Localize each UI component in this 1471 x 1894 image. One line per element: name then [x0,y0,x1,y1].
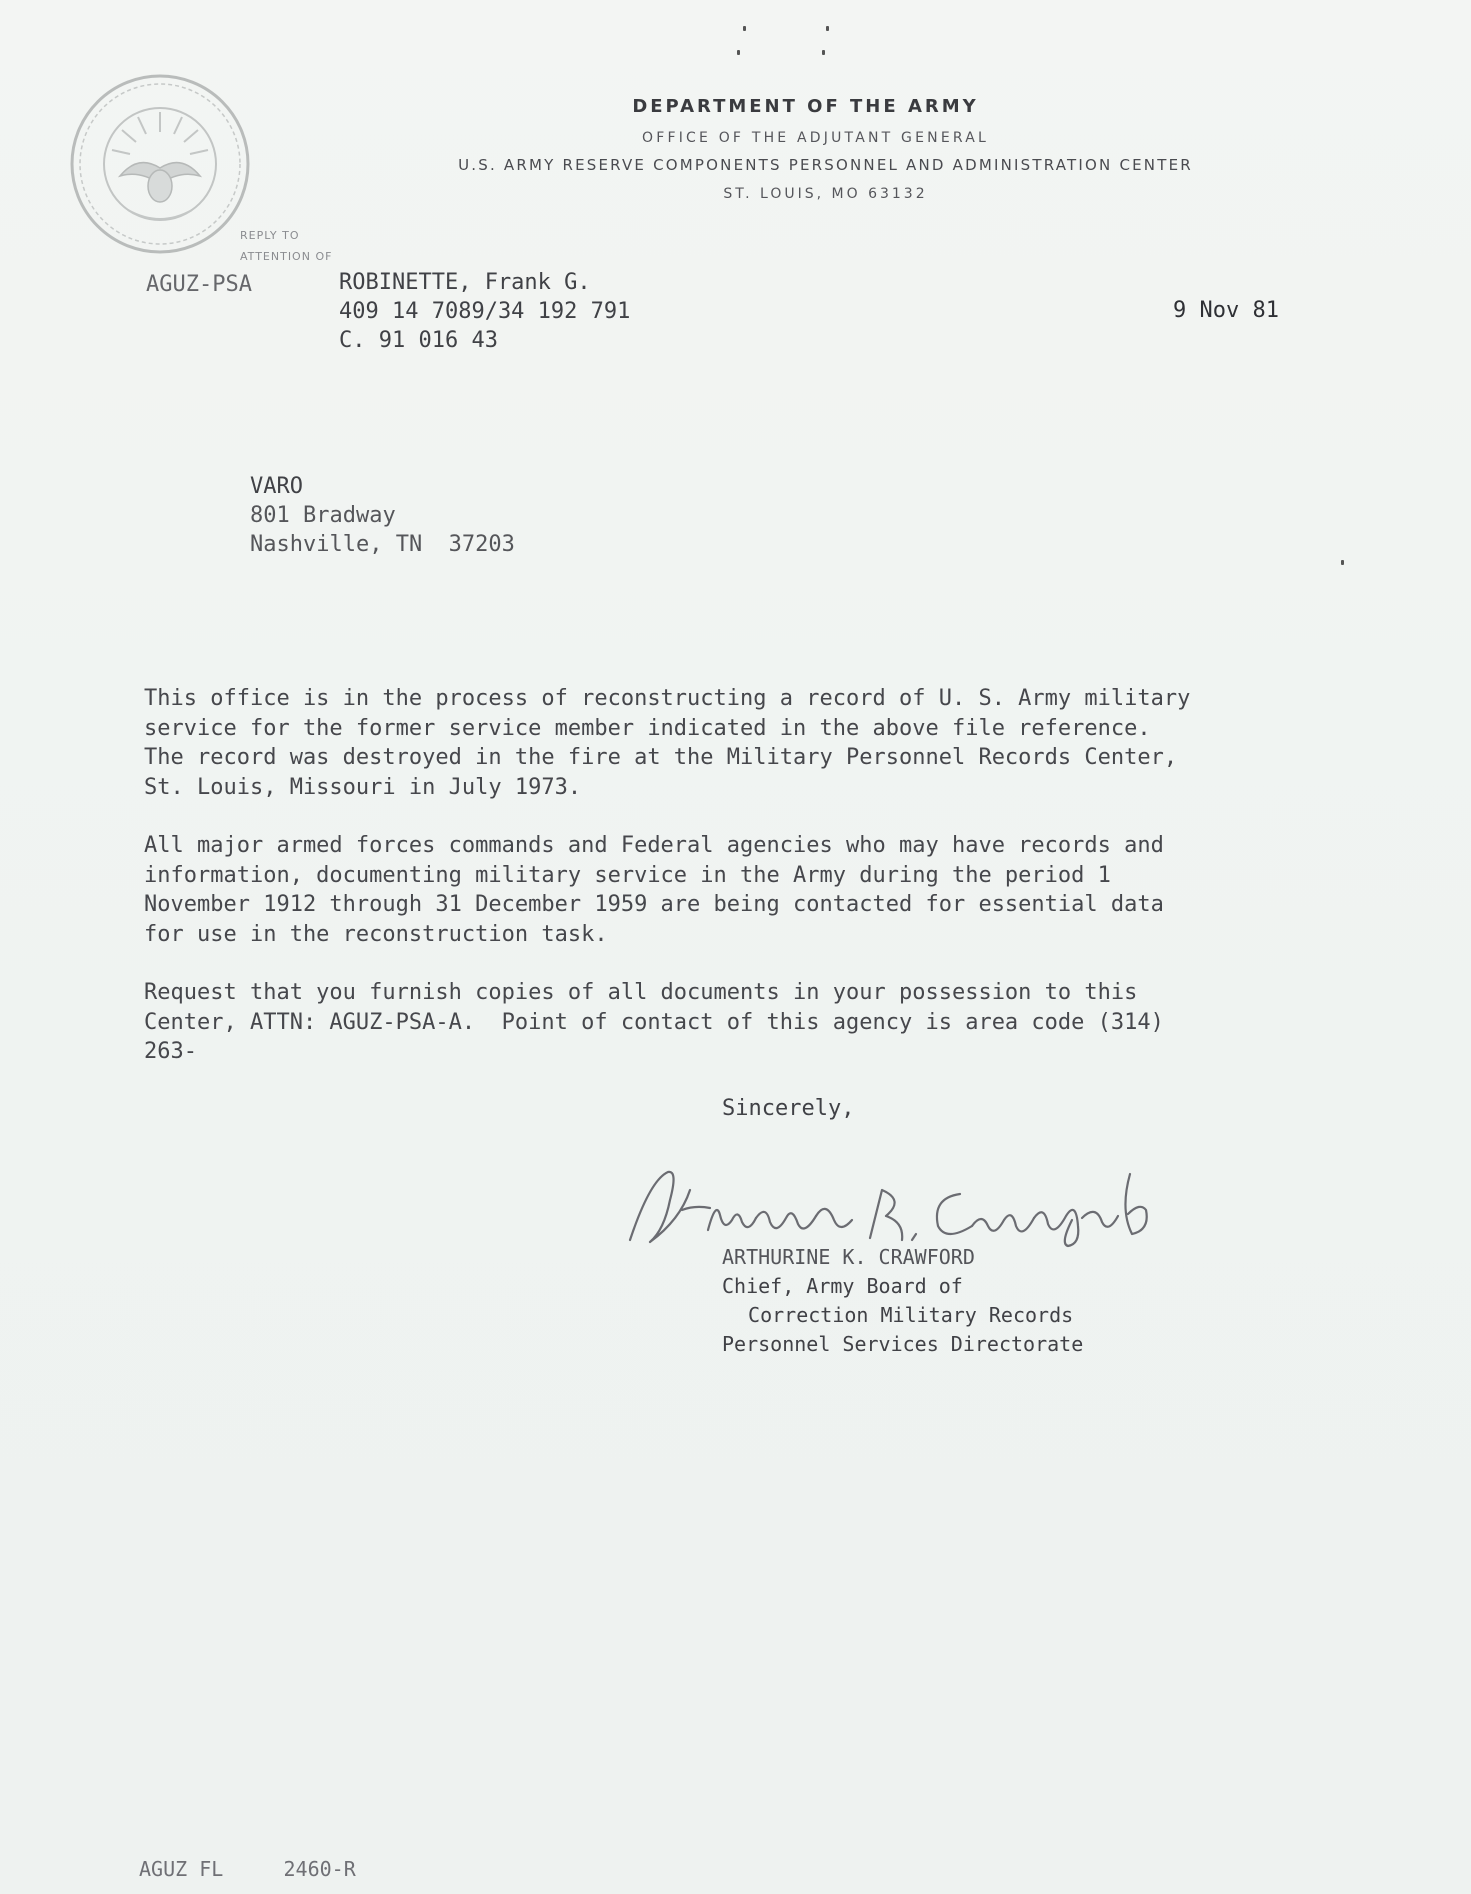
handwritten-signature [620,1160,1180,1250]
letter-date: 9 Nov 81 [1173,298,1279,323]
paper-speck [826,26,829,31]
reference-claim-number: C. 91 016 43 [339,328,498,353]
signer-name: ARTHURINE K. CRAWFORD [722,1245,975,1269]
attention-of-label: ATTENTION OF [240,250,333,263]
letterhead-office: OFFICE OF THE ADJUTANT GENERAL [641,130,990,146]
reference-name: ROBINETTE, Frank G. [339,270,591,295]
letterhead-center: U.S. ARMY RESERVE COMPONENTS PERSONNEL AND ADMINISTRATION CENTER [458,156,1193,174]
body-paragraph-3: Request that you furnish copies of all documents in your possession to this Center, ATTN: AGUZ-PSA-A. Point of contact of this agency is area code (314) 263- [144,980,1164,1064]
signer-title-1: Chief, Army Board of [722,1274,963,1298]
reference-numbers: 409 14 7089/34 192 791 [339,299,631,324]
paper-speck [822,50,825,55]
signer-title-3: Personnel Services Directorate [722,1332,1084,1356]
body-paragraph-1: This office is in the process of reconstructing a record of U. S. Army military service for the former service member indicated in the above file reference. The record was destroyed in the fire at the Military Personnel Records Center, St. Louis, Missouri in July 1973. [144,686,1191,800]
address-line-1: VARO [250,474,303,499]
letterhead-department: DEPARTMENT OF THE ARMY [632,96,979,117]
paper-speck [743,26,746,31]
office-symbol: AGUZ-PSA [146,272,252,297]
address-line-2: 801 Bradway [250,503,396,528]
form-number-footer: AGUZ FL 2460-R [139,1857,356,1881]
closing: Sincerely, [722,1096,855,1121]
address-line-3: Nashville, TN 37203 [250,532,515,557]
letterhead-city: ST. LOUIS, MO 63132 [723,186,928,202]
body-paragraph-2: All major armed forces commands and Federal agencies who may have records and information, documenting military service in the Army during the period 1 November 1912 through 31 December 1959 are being contacted for essential data for use in the reconstruction task. [144,833,1164,947]
paper-speck [1341,560,1344,565]
paper-speck [737,50,740,55]
reply-to-label: REPLY TO [240,229,300,242]
signer-title-2: Correction Military Records [736,1303,1074,1327]
